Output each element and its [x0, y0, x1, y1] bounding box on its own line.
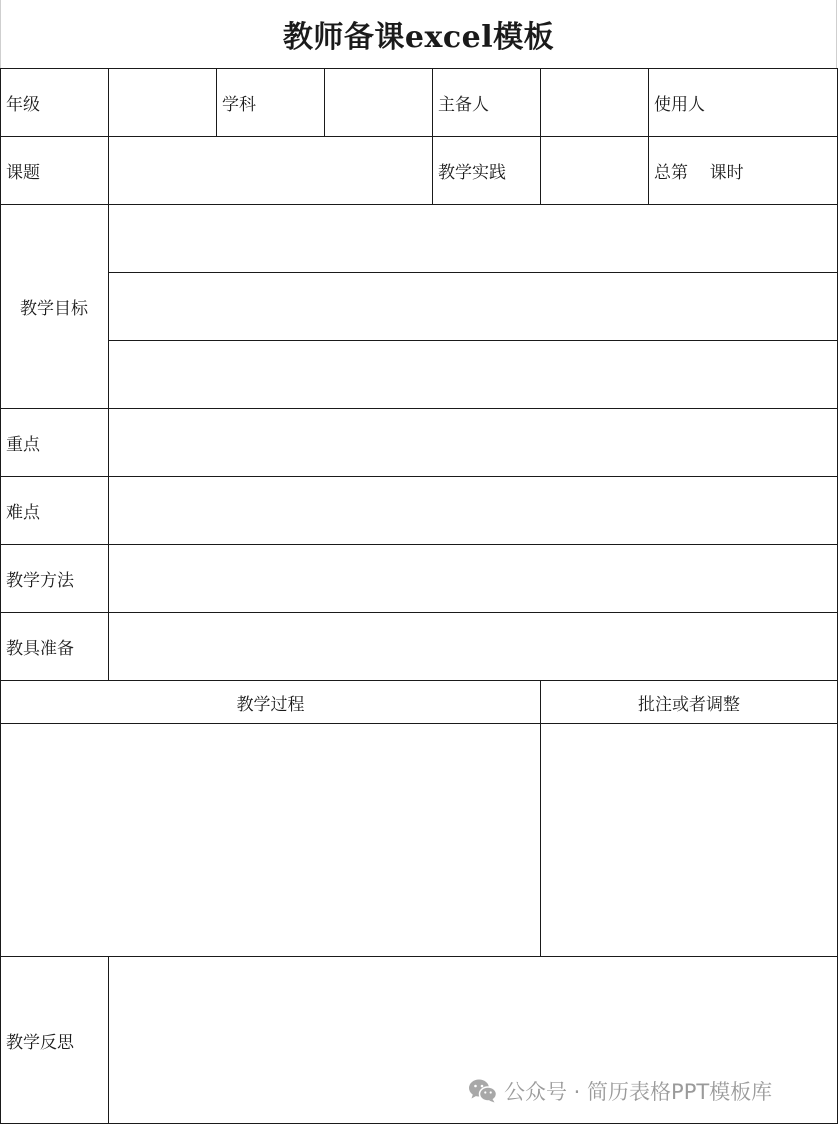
practice-label: 教学实践 [433, 137, 541, 205]
user-label: 使用人 [649, 69, 838, 137]
lead-preparer-label: 主备人 [433, 69, 541, 137]
table-row [1, 681, 838, 724]
subject-label: 学科 [217, 69, 325, 137]
aids-label: 教具准备 [1, 613, 109, 681]
objective-cell-2[interactable] [109, 273, 838, 341]
difficulties-label: 难点 [1, 477, 109, 545]
table-row [1, 273, 838, 341]
table-row [1, 341, 838, 409]
watermark-text: 公众号 · 简历表格PPT模板库 [504, 1080, 773, 1104]
grade-label: 年级 [1, 69, 109, 137]
notes-header: 批注或者调整 [541, 681, 838, 724]
lead-preparer-value-cell[interactable] [541, 69, 649, 137]
topic-value-cell[interactable] [109, 137, 433, 205]
notes-cell[interactable] [541, 724, 838, 957]
table-row [1, 409, 838, 477]
key-points-label: 重点 [1, 409, 109, 477]
methods-cell[interactable] [109, 545, 838, 613]
objectives-label: 教学目标 [1, 205, 109, 409]
methods-label: 教学方法 [1, 545, 109, 613]
watermark [468, 1075, 772, 1107]
sheet-title: 教师备课excel模板 [0, 0, 837, 68]
practice-value-cell[interactable] [541, 137, 649, 205]
wechat-icon [468, 1078, 498, 1104]
aids-cell[interactable] [109, 613, 838, 681]
table-row [1, 545, 838, 613]
subject-value-cell[interactable] [325, 69, 433, 137]
process-cell[interactable] [1, 724, 541, 957]
lesson-plan-table [0, 68, 838, 1124]
key-points-cell[interactable] [109, 409, 838, 477]
objective-cell-3[interactable] [109, 341, 838, 409]
total-lesson-label: 总第 课时 [649, 137, 838, 205]
difficulties-cell[interactable] [109, 477, 838, 545]
objective-cell-1[interactable] [109, 205, 838, 273]
table-row [1, 477, 838, 545]
table-row [1, 69, 838, 137]
table-row [1, 613, 838, 681]
grade-value-cell[interactable] [109, 69, 217, 137]
table-row [1, 724, 838, 957]
table-row [1, 205, 838, 273]
reflection-label: 教学反思 [1, 957, 109, 1124]
table-row [1, 137, 838, 205]
process-header: 教学过程 [1, 681, 541, 724]
topic-label: 课题 [1, 137, 109, 205]
